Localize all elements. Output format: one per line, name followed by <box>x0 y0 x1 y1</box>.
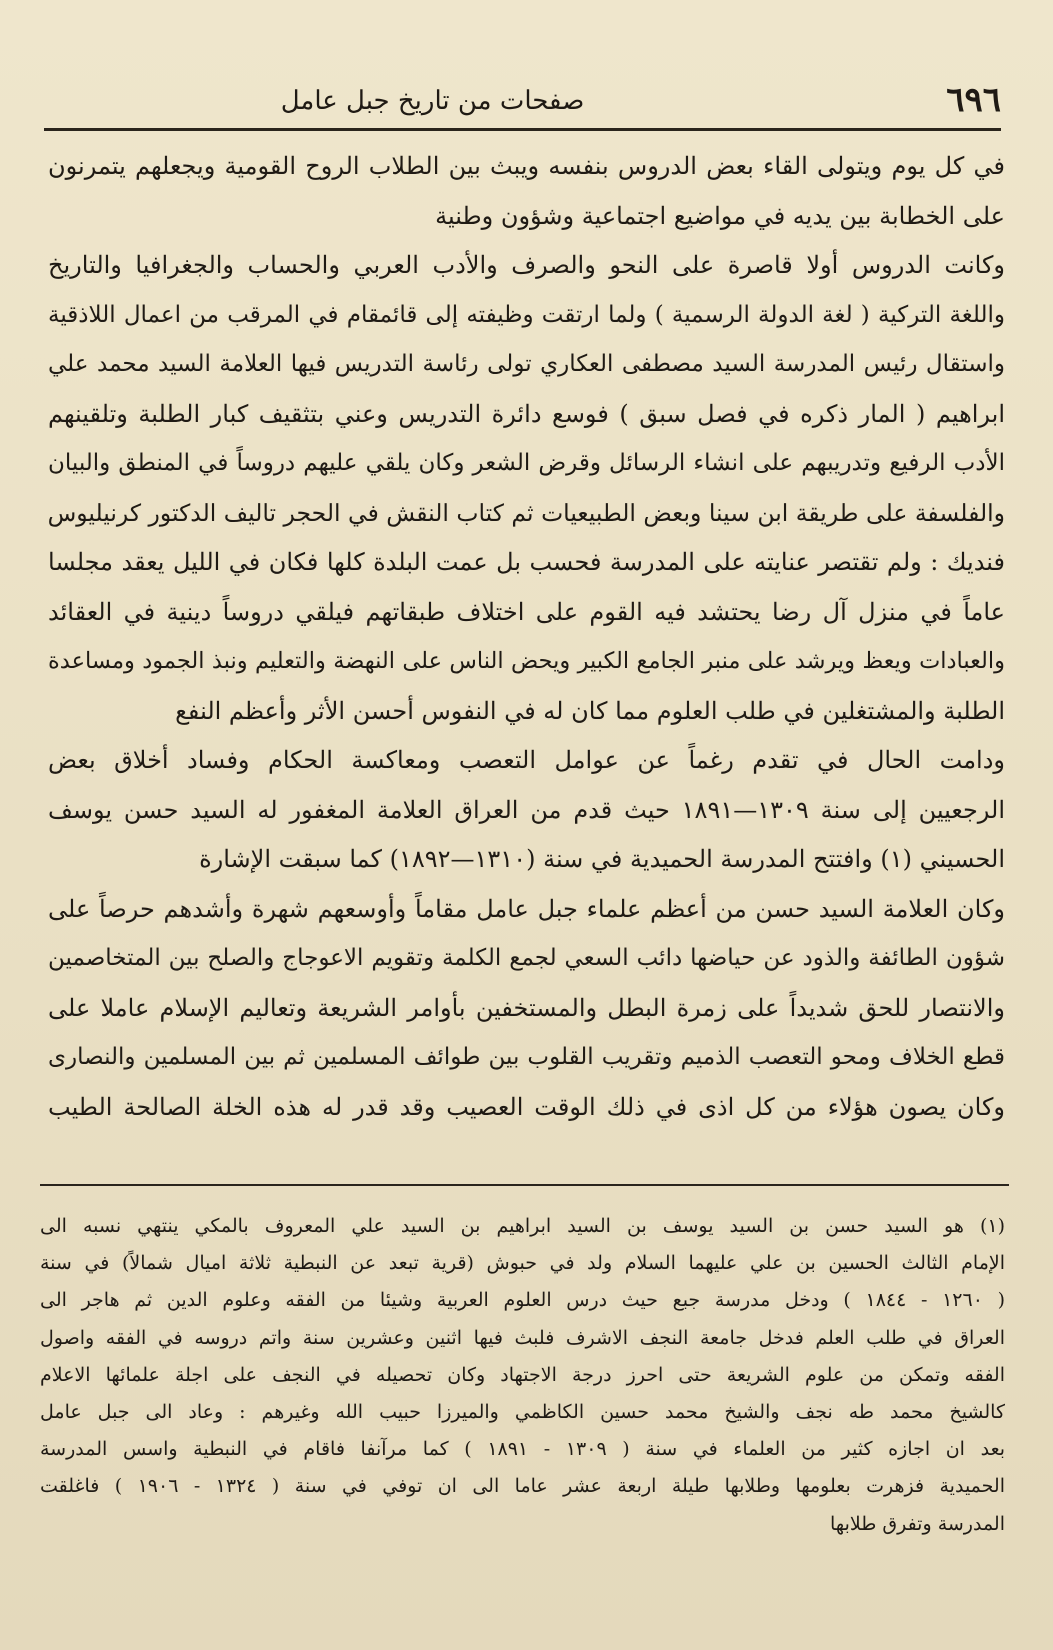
text-line: ودامت الحال في تقدم رغماً عن عوامل التعصب ومعاكسة الحكام وفساد أخلاق بعض <box>48 746 1005 774</box>
running-title: صفحات من تاريخ جبل عامل <box>280 86 585 116</box>
footnote-line: كالشيخ محمد طه نجف والشيخ محمد حسين الكاظمي والميرزا حبيب الله وغيرهم : وعاد الى جبل عامل <box>40 1400 1005 1423</box>
footnote-line: ( ١٢٦٠ - ١٨٤٤ ) ودخل مدرسة جبع حيث درس العلوم العربية وشيئا من الفقه وعلوم الدين ثم هاجر الى <box>40 1289 1005 1312</box>
page-number: ٦٩٦ <box>946 80 1001 120</box>
footnote-line: الفقه وتمكن من علوم الشريعة حتى احرز درجة الاجتهاد وكان تحصيله في النجف على اجلة علمائها الاعلام <box>40 1363 1005 1386</box>
text-line: ابراهيم ( المار ذكره في فصل سبق ) فوسع دائرة التدريس وعني بتثقيف كبار الطلبة وتلقينهم <box>48 399 1005 428</box>
text-line: واللغة التركية ( لغة الدولة الرسمية ) ولما ارتقت وظيفته إلى قائمقام في المرقب من اعمال اللاذقية <box>48 301 1005 328</box>
text-line: واستقال رئيس المدرسة السيد مصطفى العكاري تولى رئاسة التدريس فيها العلامة السيد محمد علي <box>48 351 1005 377</box>
footnote-line: العراق في طلب العلم فدخل جامعة النجف الاشرف فلبث فيها اثنين وعشرين سنة واتم دروسه في الفقه واصول <box>40 1326 1005 1349</box>
footnote-divider <box>40 1184 1009 1186</box>
footnote-line: الحميدية فزهرت بعلومها وطلابها طيلة اربعة عشر عاما الى ان توفي في سنة ( ١٣٢٤ - ١٩٠٦ ) فاغلقت <box>40 1475 1005 1498</box>
text-line: الرجعيين إلى سنة ١٣٠٩—١٨٩١ حيث قدم من العراق العلامة المغفور له السيد حسن يوسف <box>48 795 1005 824</box>
text-line: وكان العلامة السيد حسن من أعظم علماء جبل عامل مقاماً وأوسعهم شهرة وأشدهم حرصاً على <box>48 894 1005 923</box>
footnote-line: الإمام الثالث الحسين بن علي عليهما السلام ولد في حبوش (قرية تبعد عن النبطية ثلاثة اميال شمالاً) في سنة <box>40 1252 1005 1275</box>
text-line: وكان يصون هؤلاء من كل اذى في ذلك الوقت العصيب وقد قدر له هذه الخلة الصالحة الطيب <box>48 1092 1005 1121</box>
header-divider <box>44 128 1001 131</box>
text-line: والعبادات ويعظ ويرشد على منبر الجامع الكبير ويحض الناس على النهضة والتعليم ونبذ الجمود ومساعدة <box>48 648 1005 674</box>
text-line: في كل يوم ويتولى القاء بعض الدروس بنفسه ويبث بين الطلاب الروح القومية ويجعلهم يتمرنون <box>48 152 1005 180</box>
footnote-line: المدرسة وتفرق طلابها <box>830 1512 1005 1535</box>
page-header <box>44 78 1001 126</box>
text-line: شؤون الطائفة والذود عن حياضها دائب السعي لجمع الكلمة وتقويم الاعوجاج والصلح بين المتخاصمين <box>48 945 1005 971</box>
main-text <box>48 142 1005 1132</box>
text-line: قطع الخلاف ومحو التعصب الذميم وتقريب القلوب بين طوائف المسلمين ثم بين المسلمين والنصارى <box>48 1044 1005 1070</box>
text-line: وكانت الدروس أولا قاصرة على النحو والصرف والأدب العربي والحساب والجغرافيا والتاريخ <box>48 251 1005 279</box>
text-line: الأدب الرفيع وتدريبهم على انشاء الرسائل وقرض الشعر وكان يلقي عليهم دروساً في المنطق والبيان <box>48 450 1005 476</box>
footnote <box>40 1208 1005 1543</box>
footnote-line: بعد ان اجازه كثير من العلماء في سنة ( ١٣٠٩ - ١٨٩١ ) كما مرآنفا فاقام في النبطية واسس المدرسة <box>40 1438 1005 1461</box>
text-line: على الخطابة بين يديه في مواضيع اجتماعية وشؤون وطنية <box>435 201 1005 230</box>
text-line: والفلسفة على طريقة ابن سينا وبعض الطبيعيات ثم كتاب النقش في الحجر تاليف الدكتور كرنيليوس <box>48 498 1005 527</box>
text-line: الحسيني (١) وافتتح المدرسة الحميدية في سنة (١٣١٠—١٨٩٢) كما سبقت الإشارة <box>199 845 1005 873</box>
text-line: الطلبة والمشتغلين في طلب العلوم مما كان له في النفوس أحسن الأثر وأعظم النفع <box>175 696 1005 725</box>
text-line: والانتصار للحق شديداً على زمرة البطل والمستخفين بأوامر الشريعة وتعاليم الإسلام عاملا على <box>48 993 1005 1022</box>
text-line: عاماً في منزل آل رضا يحتشد فيه القوم على اختلاف طبقاتهم فيلقي دروساً دينية في العقائد <box>48 597 1005 626</box>
text-line: فنديك : ولم تقتصر عنايته على المدرسة فحسب بل عمت البلدة كلها فكان في الليل يعقد مجلسا <box>48 548 1005 576</box>
footnote-line: (١) هو السيد حسن بن السيد يوسف بن السيد ابراهيم بن السيد علي المعروف بالمكي ينتهي نسبه الى <box>40 1215 1005 1237</box>
